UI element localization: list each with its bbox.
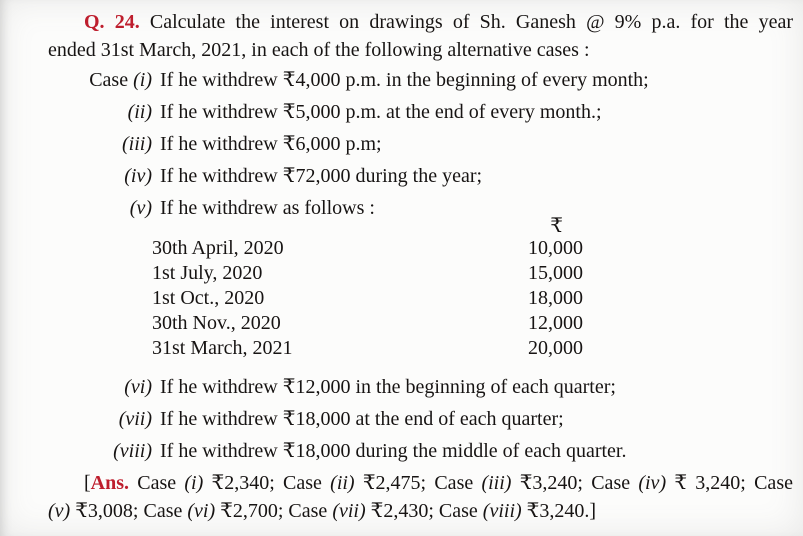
drawing-amount: 15,000 bbox=[528, 262, 583, 284]
case-text: If he withdrew ₹4,000 p.m. in the beginning of every month; bbox=[160, 69, 649, 91]
answer-line2 bbox=[48, 497, 793, 525]
table-row bbox=[152, 336, 583, 361]
table-row bbox=[152, 236, 583, 261]
case-text: If he withdrew ₹12,000 in the beginning of each quarter; bbox=[160, 376, 616, 398]
case-prefix: Case bbox=[89, 69, 134, 91]
drawing-date: 31st March, 2021 bbox=[152, 337, 293, 359]
case-item bbox=[48, 435, 793, 467]
answer-text-line1: Case (i) ₹2,340; Case (ii) ₹2,475; Case (iii) ₹3,240; Case (iv) ₹ 3,240; Case bbox=[129, 472, 793, 494]
question-intro-text: Calculate the interest on drawings of Sh. Ganesh @ 9% p.a. for the year bbox=[139, 11, 793, 33]
case-item bbox=[48, 160, 793, 192]
case-text: If he withdrew ₹72,000 during the year; bbox=[160, 165, 483, 187]
answer-label: Ans. bbox=[90, 472, 130, 494]
case-numeral: (iv) bbox=[124, 165, 152, 187]
drawing-amount: 18,000 bbox=[528, 287, 583, 309]
case-text: If he withdrew ₹6,000 p.m; bbox=[160, 133, 382, 155]
drawing-date: 1st Oct., 2020 bbox=[152, 287, 265, 309]
table-row bbox=[152, 286, 583, 311]
case-item bbox=[48, 371, 793, 403]
case-numeral: (v) bbox=[129, 197, 152, 219]
case-item bbox=[48, 403, 793, 435]
case-numeral: (ii) bbox=[127, 101, 152, 123]
case-text: If he withdrew ₹18,000 during the middle of each quarter. bbox=[160, 440, 627, 462]
drawing-amount: 12,000 bbox=[528, 312, 583, 334]
case-numeral: (viii) bbox=[113, 440, 152, 462]
case-text: If he withdrew as follows : bbox=[160, 197, 375, 219]
drawing-date: 30th April, 2020 bbox=[152, 237, 284, 259]
answer-line1 bbox=[48, 469, 793, 497]
drawings-table bbox=[152, 216, 583, 361]
case-item bbox=[48, 128, 793, 160]
question-intro-line2: ended 31st March, 2021, in each of the following alternative cases : bbox=[48, 39, 590, 61]
answer-text-line2: (v) ₹3,008; Case (vi) ₹2,700; Case (vii) ₹2,430; Case (viii) ₹3,240.] bbox=[48, 500, 597, 522]
table-row bbox=[152, 261, 583, 286]
answer-open-bracket: [ bbox=[84, 472, 91, 494]
answer-block bbox=[48, 469, 793, 525]
question-number: Q. 24. bbox=[84, 11, 140, 33]
drawing-date: 1st July, 2020 bbox=[152, 262, 263, 284]
case-text: If he withdrew ₹5,000 p.m. at the end of every month.; bbox=[160, 101, 602, 123]
case-item bbox=[48, 64, 793, 96]
case-numeral: (i) bbox=[133, 69, 152, 91]
case-numeral: (vi) bbox=[124, 376, 152, 398]
case-numeral: (iii) bbox=[122, 133, 152, 155]
case-numeral: (vii) bbox=[118, 408, 152, 430]
question-intro-line1 bbox=[48, 8, 793, 36]
drawing-date: 30th Nov., 2020 bbox=[152, 312, 281, 334]
case-item bbox=[48, 96, 793, 128]
table-row bbox=[152, 311, 583, 336]
case-list-2 bbox=[48, 371, 793, 467]
drawing-amount: 10,000 bbox=[528, 237, 583, 259]
currency-header: ₹ bbox=[550, 215, 563, 237]
drawing-amount: 20,000 bbox=[528, 337, 583, 359]
case-text: If he withdrew ₹18,000 at the end of each quarter; bbox=[160, 408, 564, 430]
case-list-1 bbox=[48, 64, 793, 224]
